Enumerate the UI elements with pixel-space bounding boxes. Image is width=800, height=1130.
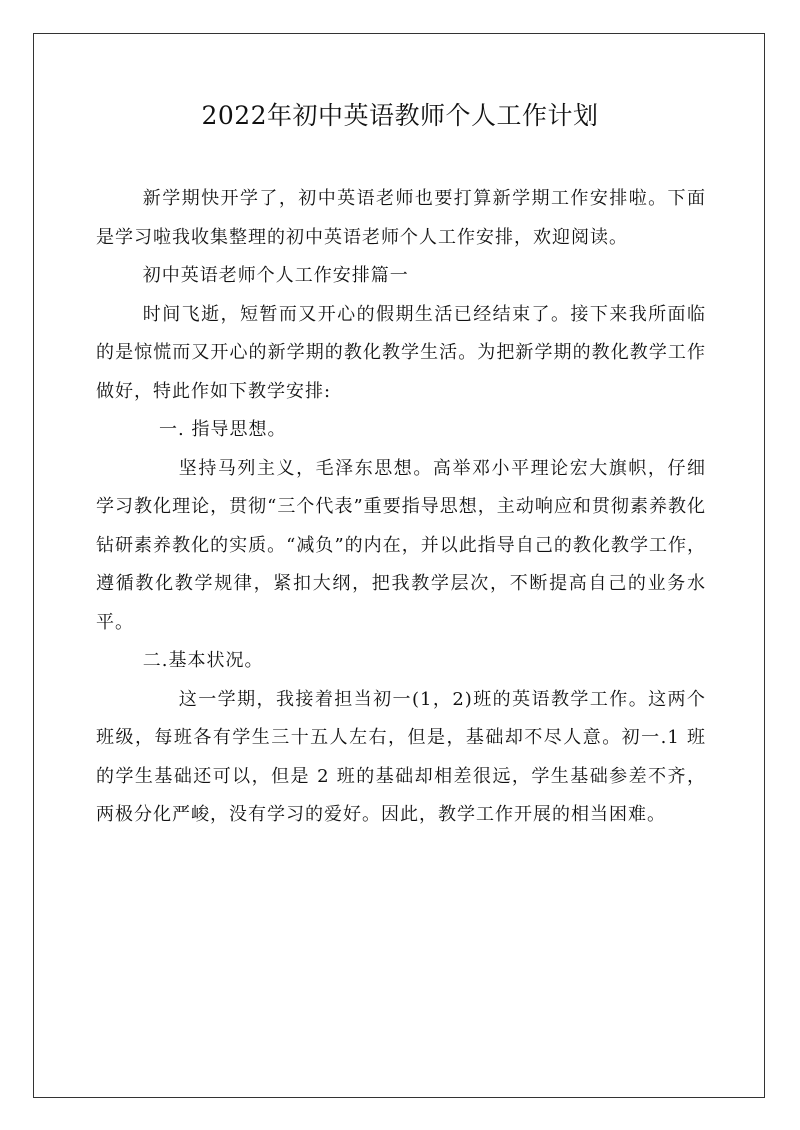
body-paragraph: 时间飞逝，短暂而又开心的假期生活已经结束了。接下来我所面临的是惊慌而又开心的新学期的教化教学生活。为把新学期的教化教学工作做好，特此作如下教学安排:	[96, 303, 706, 402]
section-heading: 初中英语老师个人工作安排篇一	[142, 265, 409, 286]
intro-paragraph: 新学期快开学了，初中英语老师也要打算新学期工作安排啦。下面是学习啦我收集整理的初中英语老师个人工作安排，欢迎阅读。	[96, 188, 706, 248]
subheading-basic-situation: 二.基本状况。	[142, 650, 264, 671]
document-title: 2022年初中英语教师个人工作计划	[201, 101, 599, 130]
subheading-guiding-thought: 一. 指导思想。	[159, 419, 287, 440]
body-paragraph: 这一学期，我接着担当初一(1，2)班的英语教学工作。这两个班级，每班各有学生三十五人左右，但是，基础却不尽人意。初一.1 班的学生基础还可以，但是 2 班的基础却相差很远，学生基础参差不齐，两极分化严峻，没有学习的爱好。因此，教学工作开展的相当困难。	[96, 688, 706, 825]
document-body	[96, 180, 706, 835]
body-paragraph: 坚持马列主义，毛泽东思想。高举邓小平理论宏大旗帜，仔细学习教化理论，贯彻“三个代表”重要指导思想，主动响应和贯彻素养教化钻研素养教化的实质。“减负”的内在，并以此指导自己的教化教学工作，遵循教化教学规律，紧扣大纲，把我教学层次，不断提高自己的业务水平。	[96, 457, 706, 633]
